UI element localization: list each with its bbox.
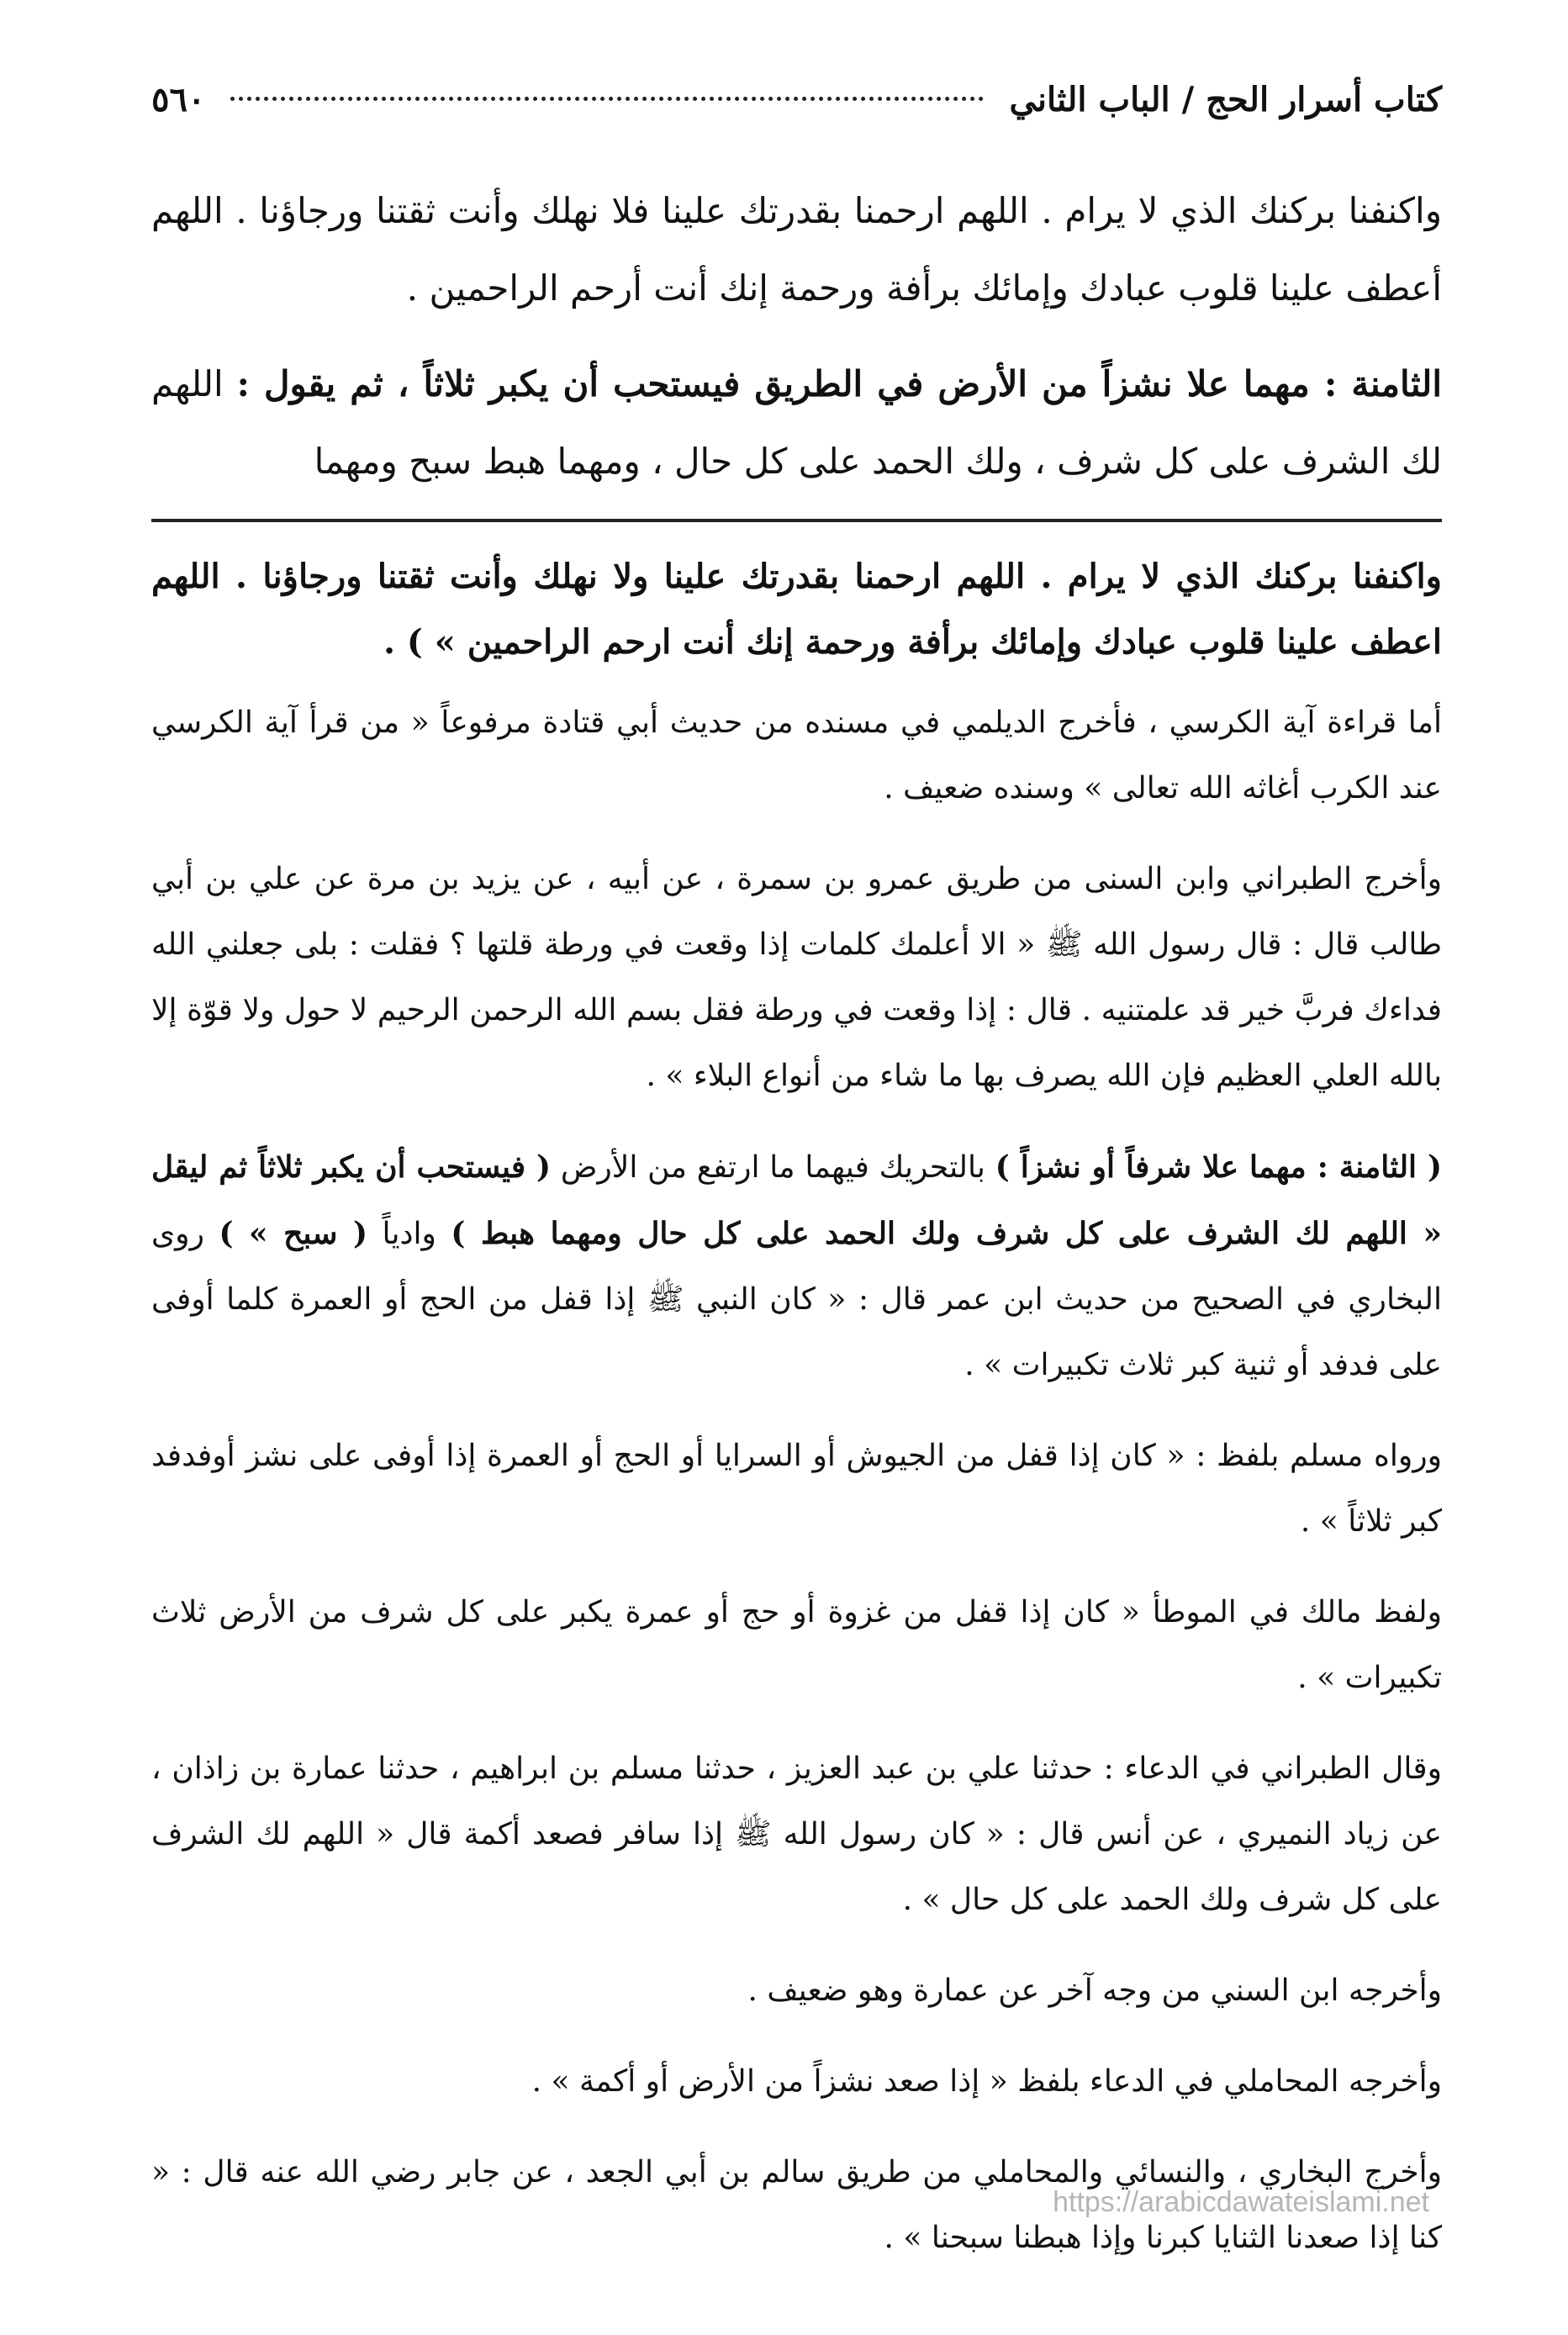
commentary-bold-quote: ( الثامنة : مهما علا شرفاً أو نشزاً ) bbox=[995, 1149, 1442, 1185]
main-paragraph-text: اللهم لك الشرف على كل شرف ، ولك الحمد على كل حال ، ومهما هبط سبح ومهما bbox=[151, 363, 1442, 482]
commentary-paragraph: ورواه مسلم بلفظ : « كان إذا قفل من الجيوش أو السرايا أو الحج أو العمرة إذا أوفى على نشز أوفدفد كبر ثلاثاً » . bbox=[151, 1439, 1442, 1539]
commentary-paragraph: وأخرجه المحاملي في الدعاء بلفظ « إذا صعد نشزاً من الأرض أو أكمة » . bbox=[531, 2064, 1442, 2099]
commentary-paragraph: وقال الطبراني في الدعاء : حدثنا علي بن عبد العزيز ، حدثنا مسلم بن ابراهيم ، حدثنا عمارة بن زاذان ، عن زياد النميري ، عن أنس قال : « كان رسول الله ﷺ إذا سافر فصعد أكمة قال « اللهم لك الشرف على كل شرف ولك الحمد على كل حال » . bbox=[151, 1751, 1442, 1917]
commentary-paragraph: أما قراءة آية الكرسي ، فأخرج الديلمي في مسنده من حديث أبي قتادة مرفوعاً « من قرأ آية الكرسي عند الكرب أغاثه الله تعالى » وسنده ضعيف . bbox=[151, 705, 1442, 806]
book-page bbox=[151, 80, 1442, 2296]
commentary-plain-text: بالتحريك فيهما ما ارتفع من الأرض bbox=[551, 1150, 995, 1185]
page-number: ٥٦٠ bbox=[151, 80, 206, 119]
commentary-paragraph: وأخرج البخاري ، والنسائي والمحاملي من طريق سالم بن أبي الجعد ، عن جابر رضي الله عنه قال : « كنا إذا صعدنا الثنايا كبرنا وإذا هبطنا سبحنا » . bbox=[151, 2155, 1442, 2255]
main-paragraph-eighth bbox=[151, 346, 1442, 500]
commentary-bold-quote: ( فيستحب أن يكبر ثلاثاً ثم ليقل « اللهم لك الشرف على كل شرف ولك الحمد على كل حال ومهما هبط ) bbox=[151, 1149, 1443, 1251]
dotted-leader bbox=[230, 97, 984, 101]
commentary-plain-text: وادياً bbox=[367, 1217, 451, 1251]
commentary-paragraph: ولفظ مالك في الموطأ « كان إذا قفل من غزوة أو حج أو عمرة يكبر على كل شرف من الأرض ثلاث تكبيرات » . bbox=[151, 1595, 1442, 1695]
running-title: كتاب أسرار الحج / الباب الثاني bbox=[1009, 80, 1442, 119]
footnote-divider bbox=[151, 519, 1442, 522]
section-eighth-heading: الثامنة : مهما علا نشزاً من الأرض في الطريق فيستحب أن يكبر ثلاثاً ، ثم يقول : bbox=[236, 363, 1442, 404]
commentary-plain-text: روى البخاري في الصحيح من حديث ابن عمر قال : « كان النبي ﷺ إذا قفل من الحج أو العمرة كلما أوفى على فدفد أو ثنية كبر ثلاث تكبيرات » . bbox=[151, 1217, 1442, 1382]
main-text bbox=[151, 172, 1442, 500]
running-header bbox=[151, 80, 1442, 139]
commentary bbox=[151, 544, 1442, 2271]
commentary-quoted-text: واكنفنا بركنك الذي لا يرام . اللهم ارحمنا بقدرتك علينا ولا نهلك وأنت ثقتنا ورجاؤنا . اللهم اعطف علينا قلوب عبادك وإمائك برأفة ورحمة إنك أنت ارحم الراحمين » ) . bbox=[151, 557, 1442, 662]
watermark-url: https://arabicdawateislami.net bbox=[1053, 2186, 1429, 2218]
commentary-paragraph: وأخرج الطبراني وابن السنى من طريق عمرو بن سمرة ، عن أبيه ، عن يزيد بن مرة عن علي بن أبي طالب قال : قال رسول الله ﷺ « الا أعلمك كلمات إذا وقعت في ورطة قلتها ؟ فقلت : بلى جعلني الله فداءك فربَّ خير قد علمتنيه . قال : إذا وقعت في ورطة فقل بسم الله الرحمن الرحيم لا حول ولا قوّة إلا بالله العلي العظيم فإن الله يصرف بها ما شاء من أنواع البلاء » . bbox=[151, 862, 1442, 1093]
commentary-bold-quote: ( سبح » ) bbox=[219, 1216, 367, 1251]
commentary-paragraph-eighth bbox=[151, 1134, 1442, 1398]
main-paragraph: واكنفنا بركنك الذي لا يرام . اللهم ارحمنا بقدرتك علينا فلا نهلك وأنت ثقتنا ورجاؤنا . اللهم أعطف علينا قلوب عبادك وإمائك برأفة ورحمة إنك أنت أرحم الراحمين . bbox=[151, 190, 1442, 309]
commentary-paragraph: وأخرجه ابن السني من وجه آخر عن عمارة وهو ضعيف . bbox=[747, 1973, 1442, 2008]
